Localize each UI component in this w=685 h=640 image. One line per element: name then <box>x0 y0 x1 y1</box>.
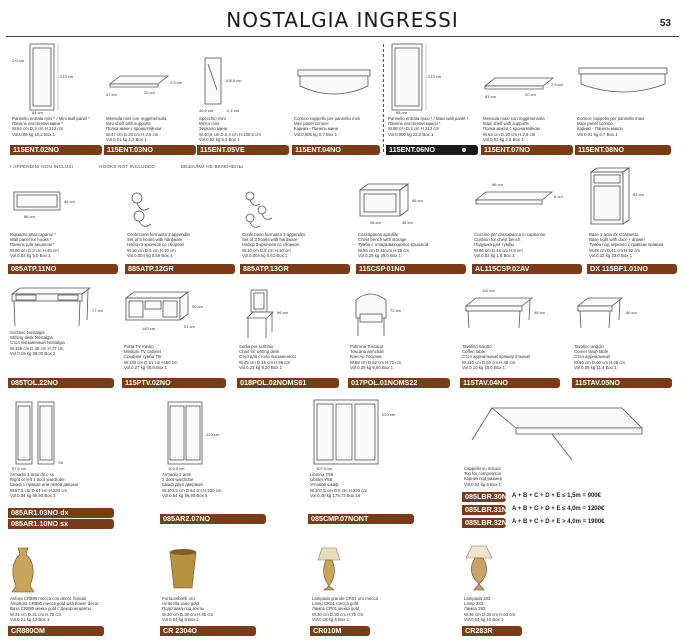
product-code: 085LBR.31NO <box>462 505 506 515</box>
svg-text:64 cm: 64 cm <box>32 110 43 115</box>
armchair-illustration <box>348 284 454 344</box>
product-description: Armadio 1 anta dx o sx Right or left 1 door wardrobe Шкаф с правой или левой дверью W.57,5 cm D.64 cm H.220 cm Vol.0,34 kg 66,90 Box 3 <box>10 472 79 498</box>
wall-panel-mini-illustration <box>10 42 105 114</box>
product-description: Cuscino per cassapanca in capitonne Cushion for chest bench Подушка для тумбы W.96 cm D.46 cm H.6 cm Vol.0,02 kg 1,6 Box 1 <box>474 232 546 258</box>
product-017POL-01NOMS22 <box>348 284 454 390</box>
price-rule: A + B + C + D + E > 4,0m = 1900€ <box>512 519 605 525</box>
product-CR2304O <box>160 540 260 638</box>
product-code: CR 2304O <box>160 626 256 636</box>
product-code: CR010M <box>310 626 370 636</box>
product-description: Cornice cappello per pannello maxi Maxi panel cornice Карниз - Панель макси Vol.0,01 kg 0,7 Box 1 <box>577 116 645 137</box>
svg-text:140 cm: 140 cm <box>142 326 156 331</box>
product-description: Cappello su misura Top for composition Карниз под размер Vol.0,02 kg 6 Box 1 <box>464 466 502 487</box>
svg-text:110 cm: 110 cm <box>482 288 495 293</box>
product-885ATP-13GR <box>240 174 355 282</box>
product-description: Tavolino angolo Corner lamp table Стол журнальный W.60 cm D.60 cm H.46 cm Vol.0,06 kg 11,4 Box 1 <box>574 344 626 370</box>
product-description: Pannello entrata mini * / Mini wall panel * Панель настенная мини * W.64 cm D.3 cm H.213 cm Vol.0,08 kg 10,2 Box 1 <box>12 116 90 137</box>
page-header <box>0 0 685 36</box>
product-115ENT-08NO <box>575 42 675 157</box>
product-description: Cassapanca aprибile Chest bench with storage Тумба с откидывающейся крышкой W.96 cm D.46 cm H.58 cm Vol.0,29 kg 29,0 Box 1 <box>358 232 429 258</box>
svg-text:220 cm: 220 cm <box>206 432 220 437</box>
product-code: 115CSP.01NO <box>356 264 466 274</box>
svg-text:46 cm: 46 cm <box>64 199 75 204</box>
coffee-table-illustration <box>460 284 564 344</box>
product-description: Sedia per scrittoio Chair for writing desk Стул для стола письменного W.45 cm D.45 cm H.96 cm Vol.0,23 kg 8,20 Box 1 <box>239 344 297 370</box>
lamp-large-illustration <box>310 540 410 596</box>
product-code: 115ENT.04NO <box>292 145 380 155</box>
svg-text:107,5 cm: 107,5 cm <box>316 466 333 471</box>
product-085CMP-07NONT <box>308 396 418 532</box>
svg-text:47 cm: 47 cm <box>106 92 117 97</box>
product-description: Portaombrelli oro Umbrella vase gold Подставка под зонты W.30 cm D.30 cm H.46 cm Vol.0,04 kg 6 Box 1 <box>162 596 214 622</box>
svg-text:77 cm: 77 cm <box>92 308 103 313</box>
wall-panel-maxi-illustration <box>386 42 481 114</box>
product-description: Libreria Y58 Library Y58 Угловой шкаф W.107,5 cm D.5 cm H.220 cm Vol.0,49 kg 179,73 Box 16 <box>310 472 368 498</box>
svg-text:220 cm: 220 cm <box>382 412 396 417</box>
corner-library-illustration <box>308 396 418 472</box>
svg-text:96 cm: 96 cm <box>370 220 381 225</box>
product-115ENT-06NO <box>386 42 481 157</box>
product-CR283R <box>462 540 562 638</box>
product-description: Confezione fermanta 2 appendini Set of 3 hooks with hardware Набор 3 крючков со сборкой W.10 cm D.5 cm H.10 cm Vol.0,004 kg 0,59 Box 1 <box>127 232 191 258</box>
product-code: DX 115BF1.01NO <box>587 264 677 274</box>
svg-text:46 cm: 46 cm <box>626 310 637 315</box>
product-085AR2-07NO <box>160 396 270 532</box>
svg-text:213 cm: 213 cm <box>428 74 442 79</box>
svg-text:51 cm: 51 cm <box>184 324 195 329</box>
selected-dot-icon <box>462 148 466 152</box>
product-code: 017POL.01NOMS22 <box>348 378 450 388</box>
product-115ENT-07NO <box>481 42 576 157</box>
product-115ENT-03NO <box>104 42 199 157</box>
product-code: 085LBR.32NO <box>462 518 506 528</box>
price-rule: A + B + C + D + E ≤ 1,5m = 900€ <box>512 493 601 499</box>
svg-text:92 cm: 92 cm <box>633 192 644 197</box>
product-115TAV-05NO <box>572 284 678 390</box>
price-rule: A + B + C + D + E ≤ 4,0m = 1200€ <box>512 506 605 512</box>
umbrella-vase-illustration <box>160 540 260 596</box>
svg-text:58 cm: 58 cm <box>412 198 423 203</box>
product-description: Lampada 283 Lamp 283 Лампа 283 W.36 cm D.36 cm H.63 cm Vol.0,04 kg 10 Box 1 <box>464 596 516 622</box>
cornice-maxi-illustration <box>575 42 675 114</box>
product-code-alt: 085AR1.10NO sx <box>8 519 114 529</box>
custom-top-illustration <box>462 400 680 464</box>
hooks-2-illustration <box>125 174 240 232</box>
product-code: 115ENT.08NO <box>575 145 671 155</box>
product-code: AL115CSP.02AV <box>472 264 582 274</box>
svg-text:46 cm: 46 cm <box>402 220 413 225</box>
product-code: 115TAV.05NO <box>572 378 672 388</box>
product-085AR1-03NO <box>8 396 118 532</box>
svg-text:6 cm: 6 cm <box>554 194 563 199</box>
hooks-3-illustration <box>240 174 355 232</box>
product-description: Riquadro attaccapanni * Wall panel for hooks * Панель для вешалок * W.86 cm D.3 cm H.46 cm Vol.0,03 kg 5,0 Box 1 <box>10 232 59 258</box>
product-code: 085LBR.30NO <box>462 492 506 502</box>
product-code: 018POL.02NOMS61 <box>237 378 339 388</box>
product-CR010M <box>310 540 410 638</box>
svg-text:96 cm: 96 cm <box>277 310 288 315</box>
wardrobe-2-door-illustration <box>160 396 270 472</box>
product-code: 885ATP.12GR <box>125 264 235 274</box>
product-description: Mensola maxi con reggimensola Maxi shelf with supports Полка макси с кронштейном W.63 cm D.20 cm H.2,5 cm Vol.0,01 kg 2,5 Box 1 <box>483 116 545 142</box>
page-number: 53 <box>659 18 671 29</box>
mirror-mini-illustration <box>197 42 292 114</box>
product-code: 115ENT.05VE <box>197 145 289 155</box>
svg-text:213 cm: 213 cm <box>60 74 74 79</box>
product-code: 115PTV.02NO <box>122 378 226 388</box>
product-description: Scrittoio Nostalgia Writing desk Nostalgia Стол письменный Nostalgia W.129 cm D.45 cm H.77 cm Vol.0,19 kg 38,00 Box 2 <box>10 330 65 356</box>
product-code: 085AR1.03NO dx <box>8 508 114 518</box>
wardrobe-1-door-illustration <box>8 396 118 472</box>
product-code: 115ENT.02NO <box>10 145 102 155</box>
product-description: Pannello entrata maxi * / Maxi wall panel * Панель настенная макси * W.98 cm D.3 cm H.213 cm Vol.0,090 kg 22,2 Box 1 <box>388 116 469 137</box>
corner-table-illustration <box>572 284 678 344</box>
product-code: 115ENT.06NO <box>386 145 478 155</box>
cornice-mini-illustration <box>292 42 387 114</box>
tv-cabinet-illustration <box>122 284 230 344</box>
product-115PTV-02NO <box>122 284 230 390</box>
svg-text:20 cm: 20 cm <box>144 90 155 95</box>
svg-text:46 cm: 46 cm <box>534 310 545 315</box>
product-description: Base 1 anta dx c/cassetto Base right with door + drawer Тумба под зеркало с правым правым W.48 cm D.41 cm H.92 cm Vol.0,22 kg 23,0 Box 1 <box>589 232 664 258</box>
product-description: Anfora CR880 mecca con decor. floreali Amphora CR880 mecca gold with flower decor. Ваза CR880 мекка gold с декором цветы W.31 cm D.31 cm H.70 cm Vol.0,21 kg 12 Box 1 <box>10 596 100 622</box>
product-code: 085TOL.22NO <box>8 378 114 388</box>
product-description: Tavolino salotto Coffee table Стол журнальный прямоугольный W.110 cm D.50 cm H.46 cm Vol.0,10 kg 15,0 Box 1 <box>462 344 530 370</box>
product-description: Specchio mini Mirror mini Зеркало мини W.40,6 cm D.0,4 cm H.108,5 cm Vol.0,02 kg 5,4 Box 1 <box>199 116 261 142</box>
product-085LBR-top <box>462 400 680 532</box>
writing-desk-illustration <box>8 284 118 330</box>
product-code: CR283R <box>462 626 522 636</box>
product-code: 085AR2.07NO <box>160 514 266 524</box>
header-rule <box>6 36 679 37</box>
product-115ENT-05VE <box>197 42 292 157</box>
svg-text:2,5 cm: 2,5 cm <box>551 82 564 87</box>
hook-panel-illustration <box>8 174 123 232</box>
svg-text:2,5 cm: 2,5 cm <box>170 80 183 85</box>
svg-text:98 cm: 98 cm <box>396 110 407 115</box>
product-description: Poltrona Toscana Toscana armchair Кресло Тоскана W.58 cm D.52 cm H.72 cm Vol.0,28 kg 9,60 Box 1 <box>350 344 402 370</box>
product-115ENT-02NO <box>10 42 105 157</box>
product-description: Mensola mini con reggimensola Mini shelf with supports Полка мини с кронштейном W.47 cm D.20 cm H.2,5 cm Vol.0,01 kg 2,2 Box 1 <box>106 116 167 142</box>
svg-text:86 cm: 86 cm <box>24 214 35 219</box>
product-085TOL-22NO <box>8 284 118 390</box>
product-115TAV-04NO <box>460 284 564 390</box>
product-018POL-02NOMS61 <box>237 284 343 390</box>
product-CR880OM <box>8 540 108 638</box>
svg-text:SX: SX <box>58 460 64 465</box>
product-885ATP-12GR <box>125 174 240 282</box>
product-115CSP-01NO <box>356 174 471 282</box>
svg-text:108,5 cm: 108,5 cm <box>225 78 242 83</box>
svg-text:96 cm: 96 cm <box>492 182 503 187</box>
product-code: 115ENT.03NO <box>104 145 196 155</box>
svg-text:20 cm: 20 cm <box>525 92 536 97</box>
hooks-note: * APPENDINI NON INCLUSI HOOKS NOT INCLUDED ВЕШАЛКИ НЕ ВКЛЮЧЕНЫ <box>10 164 243 169</box>
product-code: 085CMP.07NONT <box>308 514 414 524</box>
product-description: Cornice cappello per pannello mini Mini panel cornice Карниз - Панель мини Vol.0,005 kg 0,7 Box 1 <box>294 116 360 137</box>
svg-text:103,5 cm: 103,5 cm <box>168 466 185 471</box>
product-description: Armadio 2 ante 2 door wardrobe Шкаф двух дверный W.103,5 cm D.64 cm H.220 cm Vol.0,54 kg 96,90 Box 5 <box>162 472 222 498</box>
page-title: NOSTALGIA INGRESSI <box>226 8 459 32</box>
product-description: Confezione fermanta 3 appendini Set of 3 hooks with hardware Набор 3 крючков со сборкой W.10 cm D.5 cm H.10 cm Vol.0,004 kg 0,61 Box 1 <box>242 232 306 258</box>
svg-text:3,0 cm: 3,0 cm <box>12 58 25 63</box>
shelf-maxi-illustration <box>481 42 576 114</box>
product-085ATP-11NO <box>8 174 123 282</box>
svg-text:72 cm: 72 cm <box>390 308 401 313</box>
shelf-mini-illustration <box>104 42 199 114</box>
product-description: Porta TV medio Medium TV cabinet Средняя тумба ТВ W.140 cm D.51 cm H.50 cm Vol.0,27 kg 40,8 Box 1 <box>124 344 178 370</box>
base-cabinet-illustration <box>587 164 679 232</box>
product-description: Lampada grande CR01 oro mecca Lamp CR01 mecca gold Лампа CR01 мекка gold W.30 cm D.30 cm H.75 cm Vol.0,18 kg 5 Box 1 <box>312 596 378 622</box>
cushion-illustration <box>472 174 587 232</box>
product-code: 115ENT.07NO <box>481 145 573 155</box>
product-115ENT-04NO <box>292 42 387 157</box>
svg-text:0,4 cm: 0,4 cm <box>227 108 240 113</box>
svg-text:40,6 cm: 40,6 cm <box>199 108 214 113</box>
lamp-283-illustration <box>462 540 562 596</box>
svg-text:57,5 cm: 57,5 cm <box>12 466 27 471</box>
amphora-illustration <box>8 540 108 596</box>
product-DX115BF1-01NO <box>587 164 679 282</box>
svg-text:63 cm: 63 cm <box>485 94 496 99</box>
product-code: 085ATP.11NO <box>8 264 118 274</box>
product-code: 115TAV.04NO <box>460 378 560 388</box>
chair-illustration <box>237 284 343 344</box>
chest-bench-illustration <box>356 174 471 232</box>
product-code: CR880OM <box>8 626 104 636</box>
svg-text:50 cm: 50 cm <box>192 304 203 309</box>
product-AL115CSP-02AV <box>472 174 587 282</box>
product-code: 885ATP.13GR <box>240 264 350 274</box>
